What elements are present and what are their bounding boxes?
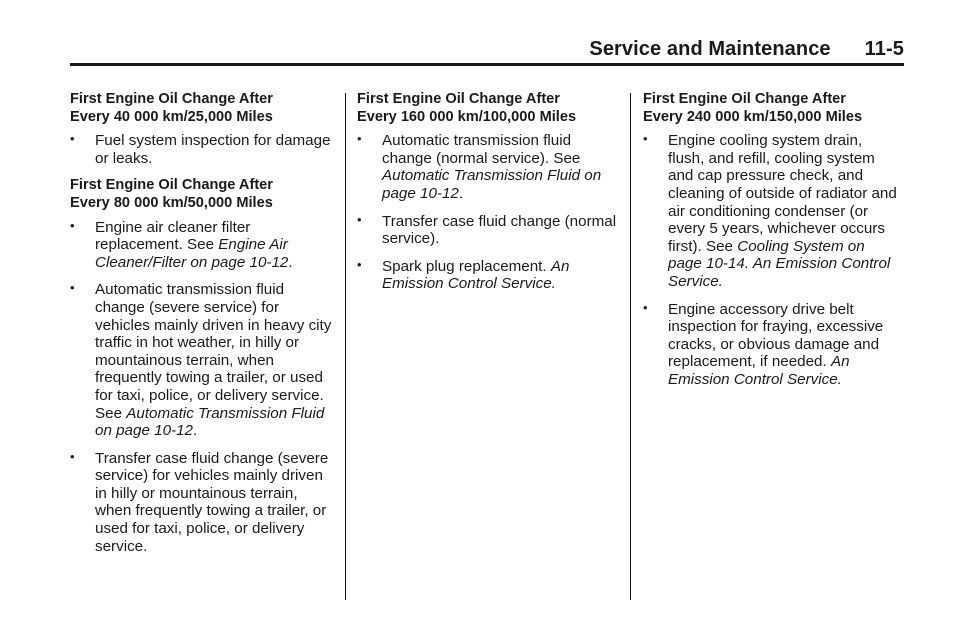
heading-line: First Engine Oil Change After [70,177,273,194]
heading-line: Every 80 000 km/50,000 Miles [70,194,273,211]
cross-reference[interactable]: Automatic Transmission Fluid on page 10-12 [382,167,602,202]
emission-note: An Emission Control Service. [668,353,850,388]
list-item [357,132,619,202]
cross-reference[interactable]: Engine Air Cleaner/Filter on page 10-12 [95,236,289,271]
heading-line: Every 40 000 km/25,000 Miles [70,108,273,125]
section-title: Service and Maintenance [589,38,831,60]
column-divider [345,93,346,600]
item-text: Transfer case fluid change (normal service). [382,212,617,248]
bullet-icon: • [357,131,362,147]
column-divider [630,93,631,600]
list-item [70,281,332,439]
item-text: Automatic transmission fluid change (severe service) for vehicles mainly driven in heavy city traffic in hot weather, in hilly or mountainous terrain, when frequently towing a trailer, or used for taxi, police, or delivery service. See [95,281,332,422]
bullet-icon: • [70,131,75,147]
bullet-icon: • [70,280,75,296]
heading-line: Every 160 000 km/100,000 Miles [357,108,577,125]
column-2 [357,91,619,303]
item-text: Fuel system inspection for damage or leaks. [95,132,331,167]
item-text: Engine cooling system drain, flush, and refill, cooling system and cap pressure check, and cleaning of outside of radiator and air conditioning condenser (or every 5 years, whichever occurs first). See [668,132,897,255]
section-heading [70,177,332,212]
heading-line: First Engine Oil Change After [357,91,560,107]
list-item [357,258,619,293]
item-text: Transfer case fluid change (severe service) for vehicles mainly driven in hilly or mountainous terrain, when frequently towing a trailer, or used for taxi, police, or delivery service. [95,449,329,555]
bullet-icon: • [357,256,362,272]
section-heading [70,91,332,126]
list-item [70,132,332,167]
item-tail: . [288,253,293,271]
bullet-icon: • [357,211,362,227]
item-text: Engine accessory drive belt inspection for fraying, excessive cracks, or obvious damage and replacement, if needed. [668,300,884,371]
page-number: 11-5 [864,38,904,60]
heading-line: Every 240 000 km/150,000 Miles [643,108,863,125]
section-heading [643,91,901,126]
emission-note: An Emission Control Service. [382,257,570,293]
bullet-icon: • [70,448,75,464]
heading-line: First Engine Oil Change After [643,91,846,107]
list-item [70,450,332,556]
heading-line: First Engine Oil Change After [70,91,273,107]
list-item [357,213,619,248]
bullet-icon: • [643,299,648,315]
list-item [643,132,901,290]
item-text: Engine air cleaner filter replacement. See [95,218,251,254]
list-item [70,219,332,272]
item-tail: . [458,184,464,202]
bullet-icon: • [643,131,648,147]
header-rule [70,63,904,66]
cross-reference[interactable]: Automatic Transmission Fluid on page 10-12 [95,404,325,440]
bullet-icon: • [70,217,75,233]
item-text: Automatic transmission fluid change (normal service). See [382,132,581,167]
item-text: Spark plug replacement. [382,257,547,275]
column-1 [70,91,332,565]
page-header [589,38,904,61]
list-item [643,301,901,389]
column-3 [643,91,901,399]
section-heading [357,91,619,126]
cross-reference[interactable]: Cooling System on page 10-14. An Emission Control Service. [668,237,891,290]
item-tail: . [192,422,198,440]
